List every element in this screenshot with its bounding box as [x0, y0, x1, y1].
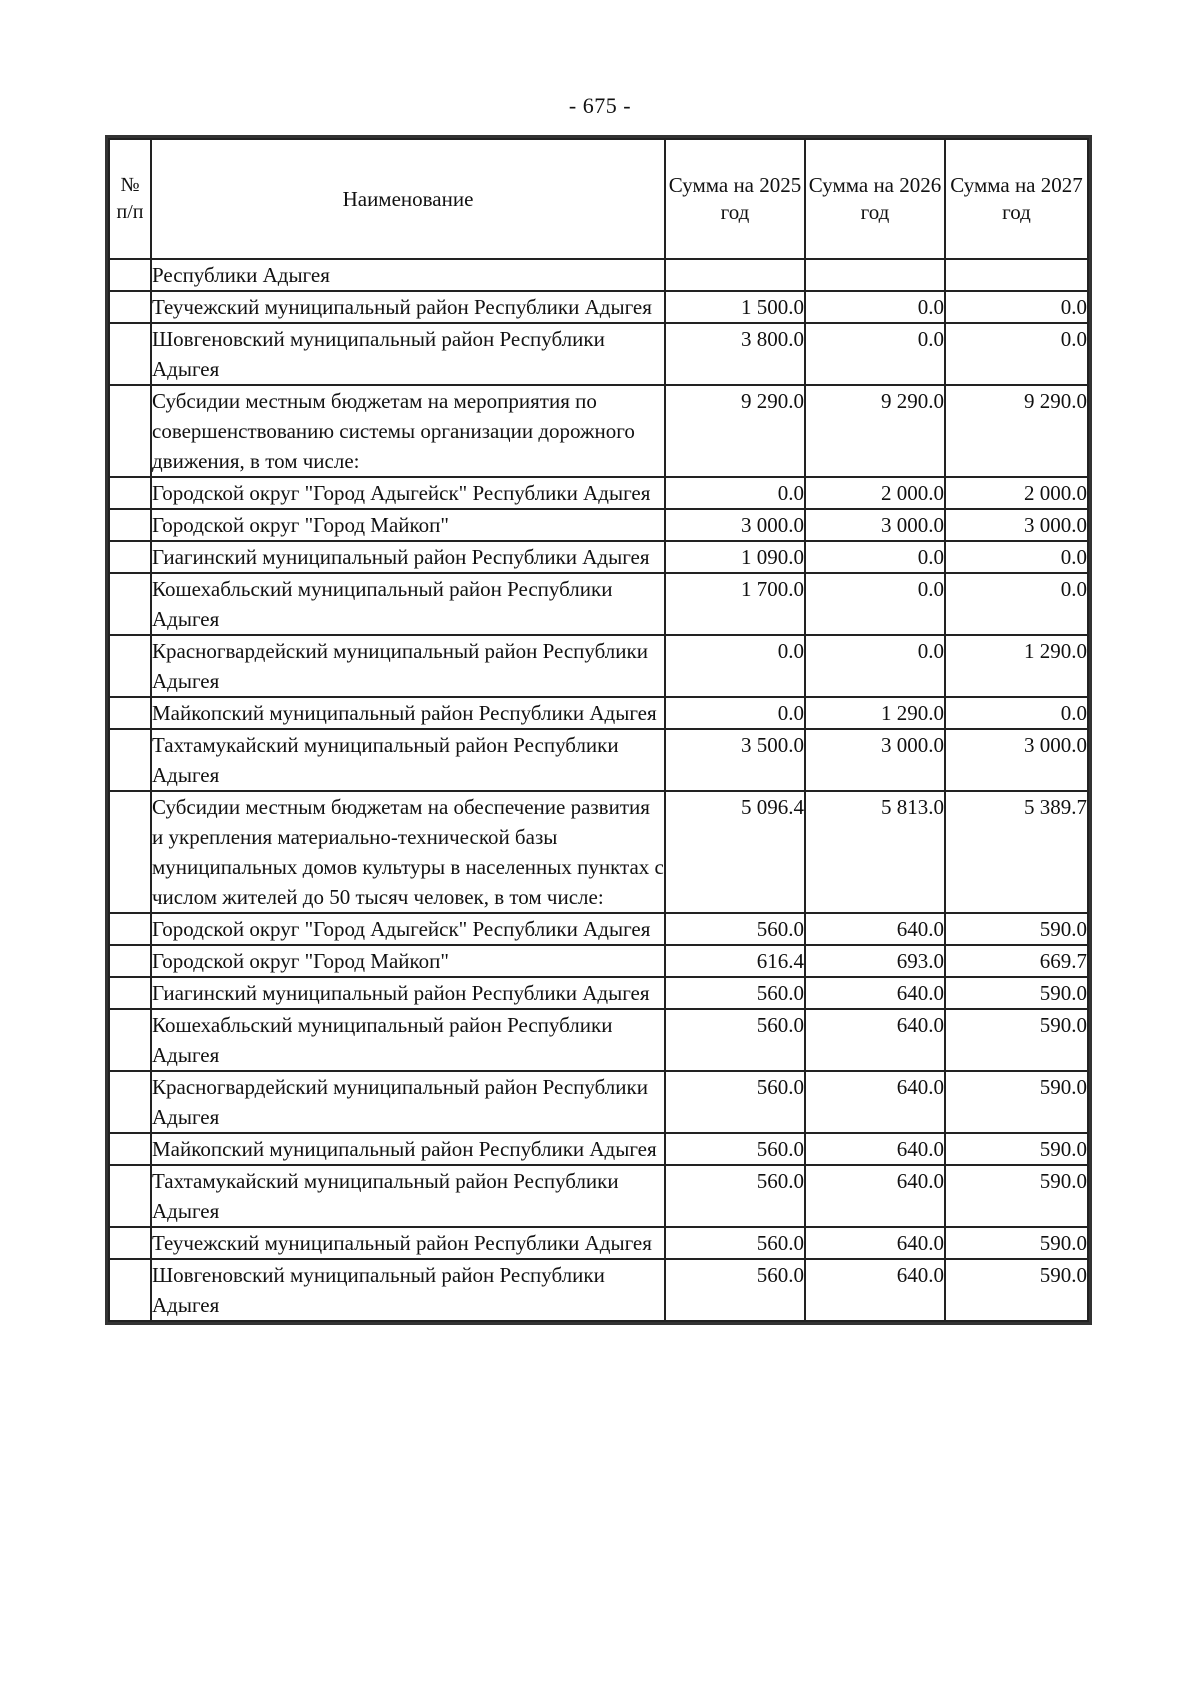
row-sum-2026-cell: 640.0: [805, 1133, 945, 1165]
row-sum-2027-cell: 590.0: [945, 1165, 1088, 1227]
table-row: [109, 1259, 1088, 1321]
row-number-cell: [109, 1009, 151, 1071]
row-sum-2026-cell: 0.0: [805, 635, 945, 697]
table-row: [109, 509, 1088, 541]
row-sum-2027-cell: 669.7: [945, 945, 1088, 977]
table-row: [109, 259, 1088, 291]
row-sum-2027-cell: 0.0: [945, 573, 1088, 635]
row-sum-2026-cell: 640.0: [805, 913, 945, 945]
row-sum-2027-cell: 590.0: [945, 1259, 1088, 1321]
row-sum-2026-cell: 640.0: [805, 1259, 945, 1321]
row-name-cell: Шовгеновский муниципальный район Республики Адыгея: [151, 1259, 665, 1321]
row-sum-2027-cell: 0.0: [945, 323, 1088, 385]
row-sum-2026-cell: 640.0: [805, 1009, 945, 1071]
row-sum-2026-cell: 693.0: [805, 945, 945, 977]
row-sum-2027-cell: [945, 259, 1088, 291]
row-number-cell: [109, 977, 151, 1009]
row-sum-2027-cell: 2 000.0: [945, 477, 1088, 509]
row-number-cell: [109, 573, 151, 635]
row-sum-2025-cell: 3 500.0: [665, 729, 805, 791]
row-sum-2027-cell: 590.0: [945, 1009, 1088, 1071]
table-row: [109, 1009, 1088, 1071]
row-sum-2027-cell: 9 290.0: [945, 385, 1088, 477]
row-number-cell: [109, 477, 151, 509]
table-body: [109, 259, 1088, 1321]
table-row: [109, 323, 1088, 385]
row-sum-2026-cell: 0.0: [805, 291, 945, 323]
row-sum-2025-cell: 616.4: [665, 945, 805, 977]
row-sum-2027-cell: 590.0: [945, 1133, 1088, 1165]
budget-table: [108, 138, 1089, 1322]
row-sum-2027-cell: 1 290.0: [945, 635, 1088, 697]
row-name-cell: Майкопский муниципальный район Республики Адыгея: [151, 697, 665, 729]
row-sum-2025-cell: 0.0: [665, 635, 805, 697]
row-sum-2025-cell: 560.0: [665, 1009, 805, 1071]
row-sum-2025-cell: 1 700.0: [665, 573, 805, 635]
row-number-cell: [109, 1259, 151, 1321]
table-row: [109, 913, 1088, 945]
row-sum-2026-cell: 5 813.0: [805, 791, 945, 913]
table-row: [109, 791, 1088, 913]
row-sum-2025-cell: 1 500.0: [665, 291, 805, 323]
table-row: [109, 635, 1088, 697]
row-number-cell: [109, 635, 151, 697]
row-name-cell: Гиагинский муниципальный район Республики Адыгея: [151, 541, 665, 573]
row-sum-2025-cell: 3 800.0: [665, 323, 805, 385]
row-sum-2027-cell: 5 389.7: [945, 791, 1088, 913]
row-sum-2025-cell: 560.0: [665, 1071, 805, 1133]
table-row: [109, 977, 1088, 1009]
row-sum-2027-cell: 3 000.0: [945, 729, 1088, 791]
row-sum-2025-cell: 0.0: [665, 477, 805, 509]
row-number-cell: [109, 913, 151, 945]
header-sum-2025: Сумма на 2025 год: [665, 139, 805, 259]
row-number-cell: [109, 729, 151, 791]
row-name-cell: Гиагинский муниципальный район Республики Адыгея: [151, 977, 665, 1009]
row-sum-2025-cell: 560.0: [665, 1165, 805, 1227]
row-sum-2026-cell: 0.0: [805, 323, 945, 385]
table-header-row: [109, 139, 1088, 259]
row-name-cell: Городской округ "Город Майкоп": [151, 945, 665, 977]
row-sum-2027-cell: 0.0: [945, 697, 1088, 729]
row-sum-2027-cell: 590.0: [945, 977, 1088, 1009]
row-number-cell: [109, 323, 151, 385]
row-name-cell: Тахтамукайский муниципальный район Республики Адыгея: [151, 1165, 665, 1227]
row-sum-2025-cell: 3 000.0: [665, 509, 805, 541]
header-sum-2027: Сумма на 2027 год: [945, 139, 1088, 259]
row-name-cell: Городской округ "Город Адыгейск" Республики Адыгея: [151, 477, 665, 509]
table-row: [109, 1227, 1088, 1259]
table-row: [109, 697, 1088, 729]
table-row: [109, 729, 1088, 791]
table-row: [109, 1071, 1088, 1133]
table-row: [109, 477, 1088, 509]
row-name-cell: Шовгеновский муниципальный район Республики Адыгея: [151, 323, 665, 385]
header-name: Наименование: [151, 139, 665, 259]
row-name-cell: Городской округ "Город Адыгейск" Республики Адыгея: [151, 913, 665, 945]
row-number-cell: [109, 1071, 151, 1133]
row-sum-2026-cell: 640.0: [805, 1227, 945, 1259]
row-name-cell: Красногвардейский муниципальный район Республики Адыгея: [151, 1071, 665, 1133]
row-sum-2026-cell: 3 000.0: [805, 509, 945, 541]
row-sum-2025-cell: 1 090.0: [665, 541, 805, 573]
table-row: [109, 945, 1088, 977]
row-sum-2026-cell: 640.0: [805, 977, 945, 1009]
header-sum-2026: Сумма на 2026 год: [805, 139, 945, 259]
header-number: № п/п: [109, 139, 151, 259]
row-name-cell: Теучежский муниципальный район Республики Адыгея: [151, 291, 665, 323]
table-row: [109, 541, 1088, 573]
row-sum-2026-cell: 3 000.0: [805, 729, 945, 791]
row-sum-2025-cell: 560.0: [665, 1259, 805, 1321]
row-name-cell: Тахтамукайский муниципальный район Республики Адыгея: [151, 729, 665, 791]
row-number-cell: [109, 791, 151, 913]
table-row: [109, 385, 1088, 477]
row-sum-2025-cell: 560.0: [665, 913, 805, 945]
row-name-cell: Республики Адыгея: [151, 259, 665, 291]
row-number-cell: [109, 1165, 151, 1227]
table-row: [109, 1165, 1088, 1227]
row-name-cell: Красногвардейский муниципальный район Республики Адыгея: [151, 635, 665, 697]
row-sum-2026-cell: 2 000.0: [805, 477, 945, 509]
table-row: [109, 291, 1088, 323]
row-sum-2026-cell: 0.0: [805, 541, 945, 573]
row-sum-2027-cell: 590.0: [945, 913, 1088, 945]
row-sum-2026-cell: 640.0: [805, 1071, 945, 1133]
row-number-cell: [109, 1133, 151, 1165]
row-sum-2026-cell: 640.0: [805, 1165, 945, 1227]
row-name-cell: Субсидии местным бюджетам на обеспечение развития и укрепления материально-технической базы муниципальных домов культуры в населенных пунктах с числом жителей до 50 тысяч человек, в том числе:: [151, 791, 665, 913]
row-number-cell: [109, 1227, 151, 1259]
row-name-cell: Субсидии местным бюджетам на мероприятия по совершенствованию системы организации дорожного движения, в том числе:: [151, 385, 665, 477]
row-sum-2026-cell: [805, 259, 945, 291]
row-sum-2025-cell: 560.0: [665, 977, 805, 1009]
row-number-cell: [109, 291, 151, 323]
row-name-cell: Майкопский муниципальный район Республики Адыгея: [151, 1133, 665, 1165]
row-sum-2025-cell: 560.0: [665, 1133, 805, 1165]
row-number-cell: [109, 945, 151, 977]
row-sum-2025-cell: 5 096.4: [665, 791, 805, 913]
row-name-cell: Кошехабльский муниципальный район Республики Адыгея: [151, 1009, 665, 1071]
row-sum-2026-cell: 9 290.0: [805, 385, 945, 477]
row-sum-2027-cell: 590.0: [945, 1071, 1088, 1133]
table-row: [109, 573, 1088, 635]
row-name-cell: Теучежский муниципальный район Республики Адыгея: [151, 1227, 665, 1259]
row-sum-2026-cell: 0.0: [805, 573, 945, 635]
row-number-cell: [109, 541, 151, 573]
row-sum-2027-cell: 590.0: [945, 1227, 1088, 1259]
page-number: - 675 -: [568, 93, 632, 118]
row-sum-2027-cell: 0.0: [945, 291, 1088, 323]
row-sum-2025-cell: 9 290.0: [665, 385, 805, 477]
row-sum-2027-cell: 3 000.0: [945, 509, 1088, 541]
row-sum-2025-cell: 560.0: [665, 1227, 805, 1259]
row-sum-2026-cell: 1 290.0: [805, 697, 945, 729]
row-sum-2025-cell: 0.0: [665, 697, 805, 729]
row-sum-2025-cell: [665, 259, 805, 291]
row-number-cell: [109, 509, 151, 541]
row-name-cell: Кошехабльский муниципальный район Республики Адыгея: [151, 573, 665, 635]
row-number-cell: [109, 385, 151, 477]
table-row: [109, 1133, 1088, 1165]
row-sum-2027-cell: 0.0: [945, 541, 1088, 573]
row-name-cell: Городской округ "Город Майкоп": [151, 509, 665, 541]
row-number-cell: [109, 259, 151, 291]
row-number-cell: [109, 697, 151, 729]
